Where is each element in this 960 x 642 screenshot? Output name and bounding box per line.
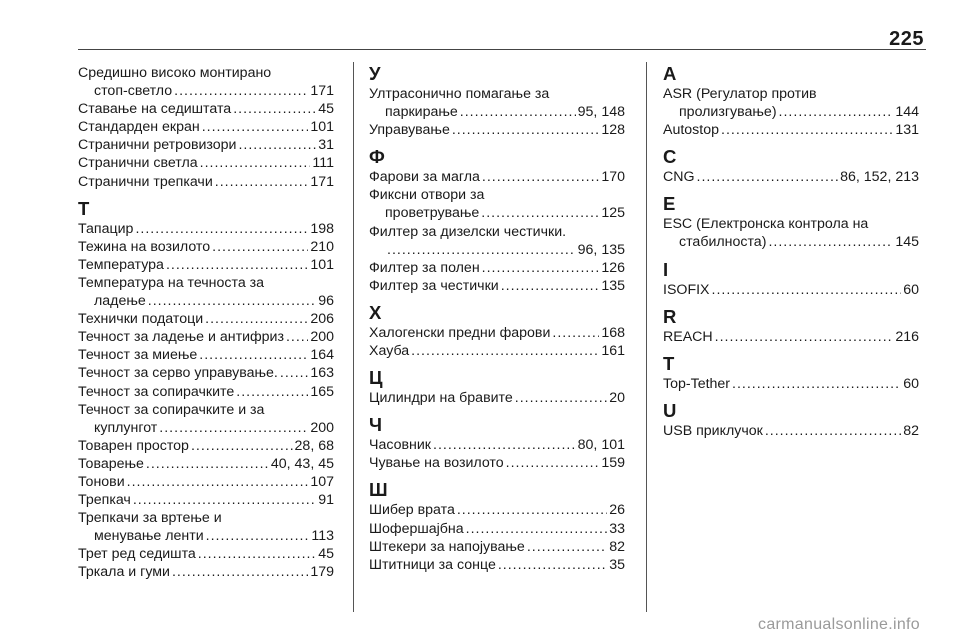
index-entry-label: Филтер за полен [369,259,480,276]
index-entry-row [78,100,334,118]
index-entry-row [78,491,334,509]
leader-dots [205,310,308,328]
index-entry-row [78,118,334,136]
index-entry-label: Управување [369,122,450,139]
index-page-refs: 86, 152, 213 [840,169,919,186]
index-entry-label: Фарови за магла [369,169,480,186]
index-entry-row [369,501,625,519]
index-entry-label: Autostop [663,122,720,139]
index-entry-row [663,233,919,251]
index-page-refs: 135 [601,277,625,294]
index-page-refs: 216 [895,328,919,345]
leader-dots [166,256,308,274]
index-letter-heading: A [663,63,677,84]
index-entry[interactable] [78,346,334,364]
index-entry-label: Ставање на седиштата [78,101,232,118]
index-page-refs: 161 [601,343,625,360]
index-entry-row [369,259,625,277]
index-entry-row [369,389,625,407]
index-entry[interactable] [78,491,334,509]
leader-dots [202,118,309,136]
leader-dots [498,556,607,574]
index-entry-label: Хауба [369,343,410,360]
leader-dots [199,346,308,364]
index-page-refs: 126 [601,259,625,276]
index-page-refs: 111 [312,155,334,172]
index-page-refs: 26 [609,502,625,519]
index-entry[interactable] [78,100,334,118]
index-entry-row [78,364,334,382]
index-entry[interactable] [369,501,625,519]
index-page-refs: 20 [609,390,625,407]
index-entry[interactable] [369,389,625,407]
index-entry-row [369,168,625,186]
index-page-refs: 107 [310,473,334,490]
index-entry[interactable] [78,383,334,401]
index-entry-label: менување ленти [94,528,204,545]
leader-dots [515,389,607,407]
index-page-refs: 82 [903,422,919,439]
index-page-refs: 95, 148 [577,104,625,121]
leader-dots [768,233,893,251]
index-entry-row [78,154,334,172]
index-entry[interactable] [78,364,334,382]
index-letter-heading: R [663,305,677,327]
leader-dots [206,527,310,545]
watermark: carmanualsonline.info [758,616,920,633]
index-page-refs: 28, 68 [294,437,334,454]
index-entry[interactable] [78,328,334,346]
leader-dots [715,328,894,346]
index-entry-row [78,173,334,191]
index-entry[interactable] [369,454,625,472]
index-entry[interactable] [663,422,919,440]
index-entry-row [663,422,919,440]
index-page-refs: 168 [601,324,625,341]
index-page-refs: 96, 135 [577,241,625,258]
index-entry[interactable] [369,538,625,556]
index-entry-label: Шофершајбна [369,520,464,537]
index-entry-row [369,103,625,121]
index-column-1 [78,64,334,582]
leader-dots [286,328,308,346]
index-column-3 [663,64,919,440]
index-entry-label: CNG [663,169,695,186]
index-entry[interactable] [663,375,919,393]
index-page-refs: 40, 43, 45 [270,455,334,472]
index-entry-term: Ултрасонично помагање за [369,86,550,102]
index-entry[interactable] [78,563,334,581]
leader-dots [280,364,308,382]
leader-dots [527,538,607,556]
leader-dots [198,545,316,563]
index-entry-label: стоп-светло [94,83,173,100]
index-entry[interactable] [369,556,625,574]
leader-dots [460,103,576,121]
index-entry-label: Товарен простор [78,437,189,454]
leader-dots [200,154,311,172]
index-page-refs: 101 [310,256,334,273]
index-entry-row [78,563,334,581]
index-entry-label: Цилиндри на бравите [369,390,513,407]
leader-dots [481,204,599,222]
leader-dots [433,436,576,454]
index-letter-heading: E [663,193,676,215]
index-page-refs: 144 [895,104,919,121]
index-entry-label: Штитници за сонце [369,556,496,573]
index-entry[interactable] [78,310,334,328]
index-entry-term: Температура на течноста за [78,274,265,291]
index-entry-label: Чување на возилото [369,455,504,472]
index-entry-row [78,256,334,274]
index-entry-row [78,346,334,364]
index-entry[interactable] [369,121,625,139]
index-entry-term: Течност за сопирачките и за [78,401,265,418]
index-entry-row [78,437,334,455]
index-entry-label: Трет ред седишта [78,546,196,563]
index-entry-term: ESC (Електронска контрола на [663,216,869,233]
leader-dots [159,419,308,437]
index-page-refs: 80, 101 [577,437,625,454]
index-entry[interactable] [78,173,334,191]
index-entry-row [369,436,625,454]
index-page-refs: 60 [903,281,919,298]
index-letter-heading: T [663,352,675,374]
index-entry-row [663,121,919,139]
index-letter-heading: C [663,146,677,168]
index-letter-heading: Х [369,301,382,323]
index-entry-label: Течност за ладење и антифриз [78,329,284,346]
index-entry[interactable] [369,259,625,277]
index-entry-label: паркирање [385,104,458,121]
leader-dots [482,259,600,277]
index-entry-label: Технички податоци [78,311,204,328]
index-page-refs: 210 [310,238,334,255]
index-entry-row [78,292,334,310]
index-entry-label: Тежина на возилото [78,238,211,255]
index-entry-label: Стандарден екран [78,119,200,136]
leader-dots [191,437,293,455]
leader-dots [482,168,599,186]
index-entry-row [663,281,919,299]
leader-dots [146,455,269,473]
index-entry[interactable] [78,220,334,238]
index-page-refs: 198 [310,220,334,237]
index-entry-label: Странични ретровизори [78,137,237,154]
index-entry[interactable] [663,215,919,251]
index-entry-row [78,419,334,437]
index-entry-term: Фиксни отвори за [369,187,485,204]
leader-dots [236,383,308,401]
index-entry[interactable] [78,401,334,437]
leader-dots [457,501,607,519]
index-entry-label: Штекери за напојување [369,538,525,555]
index-entry-term: ASR (Регулатор против [663,86,817,102]
index-entry[interactable] [78,473,334,491]
index-entry[interactable] [78,64,334,100]
index-entry-label: Течност за миење [78,347,198,364]
index-entry-row [78,545,334,563]
index-page-refs: 145 [895,234,919,251]
index-page-refs: 131 [895,122,919,139]
index-page-refs: 206 [310,311,334,328]
index-entry-row [78,383,334,401]
index-page-refs: 96 [318,293,334,310]
index-entry[interactable] [369,277,625,295]
index-entry[interactable] [78,437,334,455]
index-page-refs: 33 [609,520,625,537]
index-entry-row [663,375,919,393]
leader-dots [452,121,599,139]
index-letter-heading: У [369,63,381,84]
leader-dots [501,277,600,295]
column-divider-1 [353,62,354,612]
index-entry[interactable] [663,121,919,139]
index-entry[interactable] [663,281,919,299]
index-entry-term: Трепкачи за вртење и [78,510,222,527]
index-page-refs: 164 [310,347,334,364]
index-page-refs: 91 [318,492,334,509]
leader-dots [238,136,316,154]
column-divider-2 [646,62,647,612]
index-page-refs: 60 [903,375,919,392]
index-entry-row [663,168,919,186]
index-page-refs: 45 [318,101,334,118]
index-page-refs: 171 [310,173,334,190]
index-letter-heading: Ф [369,146,385,168]
index-page-refs: 113 [311,528,334,545]
index-entry-label: Top-Tether [663,375,731,392]
index-entry-label: REACH [663,328,713,345]
leader-dots [148,292,316,310]
index-entry[interactable] [78,509,334,545]
index-entry-label: Шибер врата [369,502,455,519]
leader-dots [466,520,608,538]
index-page-refs: 82 [609,538,625,555]
index-entry-label: стабилноста) [679,234,767,251]
index-entry-label: Товарење [78,455,144,472]
leader-dots [133,491,316,509]
leader-dots [387,241,576,259]
index-entry-label: Тапацир [78,220,134,237]
index-entry-label: ISOFIX [663,281,710,298]
index-page-refs: 45 [318,546,334,563]
index-entry[interactable] [78,455,334,473]
index-page-refs: 171 [310,83,334,100]
index-entry-label: Тркала и гуми [78,564,170,581]
index-page-refs: 125 [601,205,625,222]
index-page-refs: 163 [310,365,334,382]
index-entry[interactable] [78,238,334,256]
index-entry-row [369,277,625,295]
leader-dots [172,563,308,581]
leader-dots [697,168,839,186]
index-entry[interactable] [369,168,625,186]
index-entry-label: USB приклучок [663,422,763,439]
index-entry[interactable] [78,256,334,274]
leader-dots [779,103,894,121]
index-entry-term: Средишно високо монтирано [78,65,272,81]
leader-dots [411,342,599,360]
index-entry-row [369,454,625,472]
index-entry[interactable] [78,545,334,563]
index-page-refs: 159 [601,455,625,472]
index-entry-label: проветрување [385,205,480,222]
index-entry[interactable] [663,85,919,121]
index-entry[interactable] [369,324,625,342]
leader-dots [765,422,901,440]
leader-dots [135,220,308,238]
index-entry-term: Филтер за дизелски честички. [369,223,567,240]
index-page-refs: 128 [601,122,625,139]
index-entry-label: Халогенски предни фарови [369,324,551,341]
index-entry-label: Часовник [369,437,431,454]
index-page-refs: 200 [310,329,334,346]
index-entry-row [369,204,625,222]
index-entry-label: Филтер за честички [369,277,499,294]
index-entry-row [78,328,334,346]
leader-dots [721,121,893,139]
index-letter-heading: U [663,399,677,421]
index-column-2 [369,64,625,574]
index-entry-row [663,103,919,121]
index-entry-label: куплунгот [94,419,158,436]
index-letter-heading: Ч [369,414,382,436]
index-entry-label: Течност за сопирачките [78,383,235,400]
index-page-refs: 101 [310,119,334,136]
index-entry-row [78,473,334,491]
index-entry[interactable] [369,223,625,259]
index-entry-row [78,527,334,545]
index-entry[interactable] [369,85,625,121]
index-entry[interactable] [369,520,625,538]
index-page-refs: 35 [609,556,625,573]
index-entry-label: пролизгување) [679,104,777,121]
leader-dots [712,281,902,299]
index-letter-heading: Ш [369,479,388,501]
index-entry-row [369,324,625,342]
index-entry-row [78,455,334,473]
index-letter-heading: Ц [369,367,383,389]
index-entry[interactable] [78,274,334,310]
leader-dots [212,238,308,256]
index-entry-row [663,328,919,346]
index-entry[interactable] [663,168,919,186]
index-entry-row [78,220,334,238]
index-entry-row [369,556,625,574]
index-entry[interactable] [369,186,625,222]
index-letter-heading: I [663,258,669,280]
index-entry-row [78,136,334,154]
index-page-refs: 31 [318,137,334,154]
index-entry-row [78,82,334,100]
index-entry[interactable] [663,328,919,346]
index-page-refs: 200 [310,419,334,436]
index-entry-label: Тонови [78,473,125,490]
index-entry[interactable] [78,154,334,172]
index-entry[interactable] [369,436,625,454]
header-rule [78,49,926,50]
leader-dots [732,375,901,393]
leader-dots [233,100,316,118]
index-entry-label: ладење [94,293,146,310]
index-entry-label: Странични трепкачи [78,173,213,190]
index-entry[interactable] [369,342,625,360]
index-entry-label: Странични светла [78,155,198,172]
index-entry[interactable] [78,118,334,136]
index-entry-row [369,342,625,360]
index-page-refs: 170 [601,169,625,186]
index-letter-heading: Т [78,197,90,219]
leader-dots [215,173,309,191]
leader-dots [552,324,599,342]
index-entry-row [369,241,625,259]
index-entry-row [78,310,334,328]
leader-dots [506,454,600,472]
index-entry-label: Температура [78,256,164,273]
page-number: 225 [889,28,924,50]
index-entry-row [369,538,625,556]
index-page-refs: 165 [310,383,334,400]
leader-dots [127,473,309,491]
index-entry-label: Течност за серво управување. [78,365,278,382]
leader-dots [174,82,308,100]
index-entry-row [78,238,334,256]
index-page-refs: 179 [310,564,334,581]
index-entry-label: Трепкач [78,492,131,509]
index-entry-row [369,121,625,139]
index-entry[interactable] [78,136,334,154]
index-entry-row [369,520,625,538]
